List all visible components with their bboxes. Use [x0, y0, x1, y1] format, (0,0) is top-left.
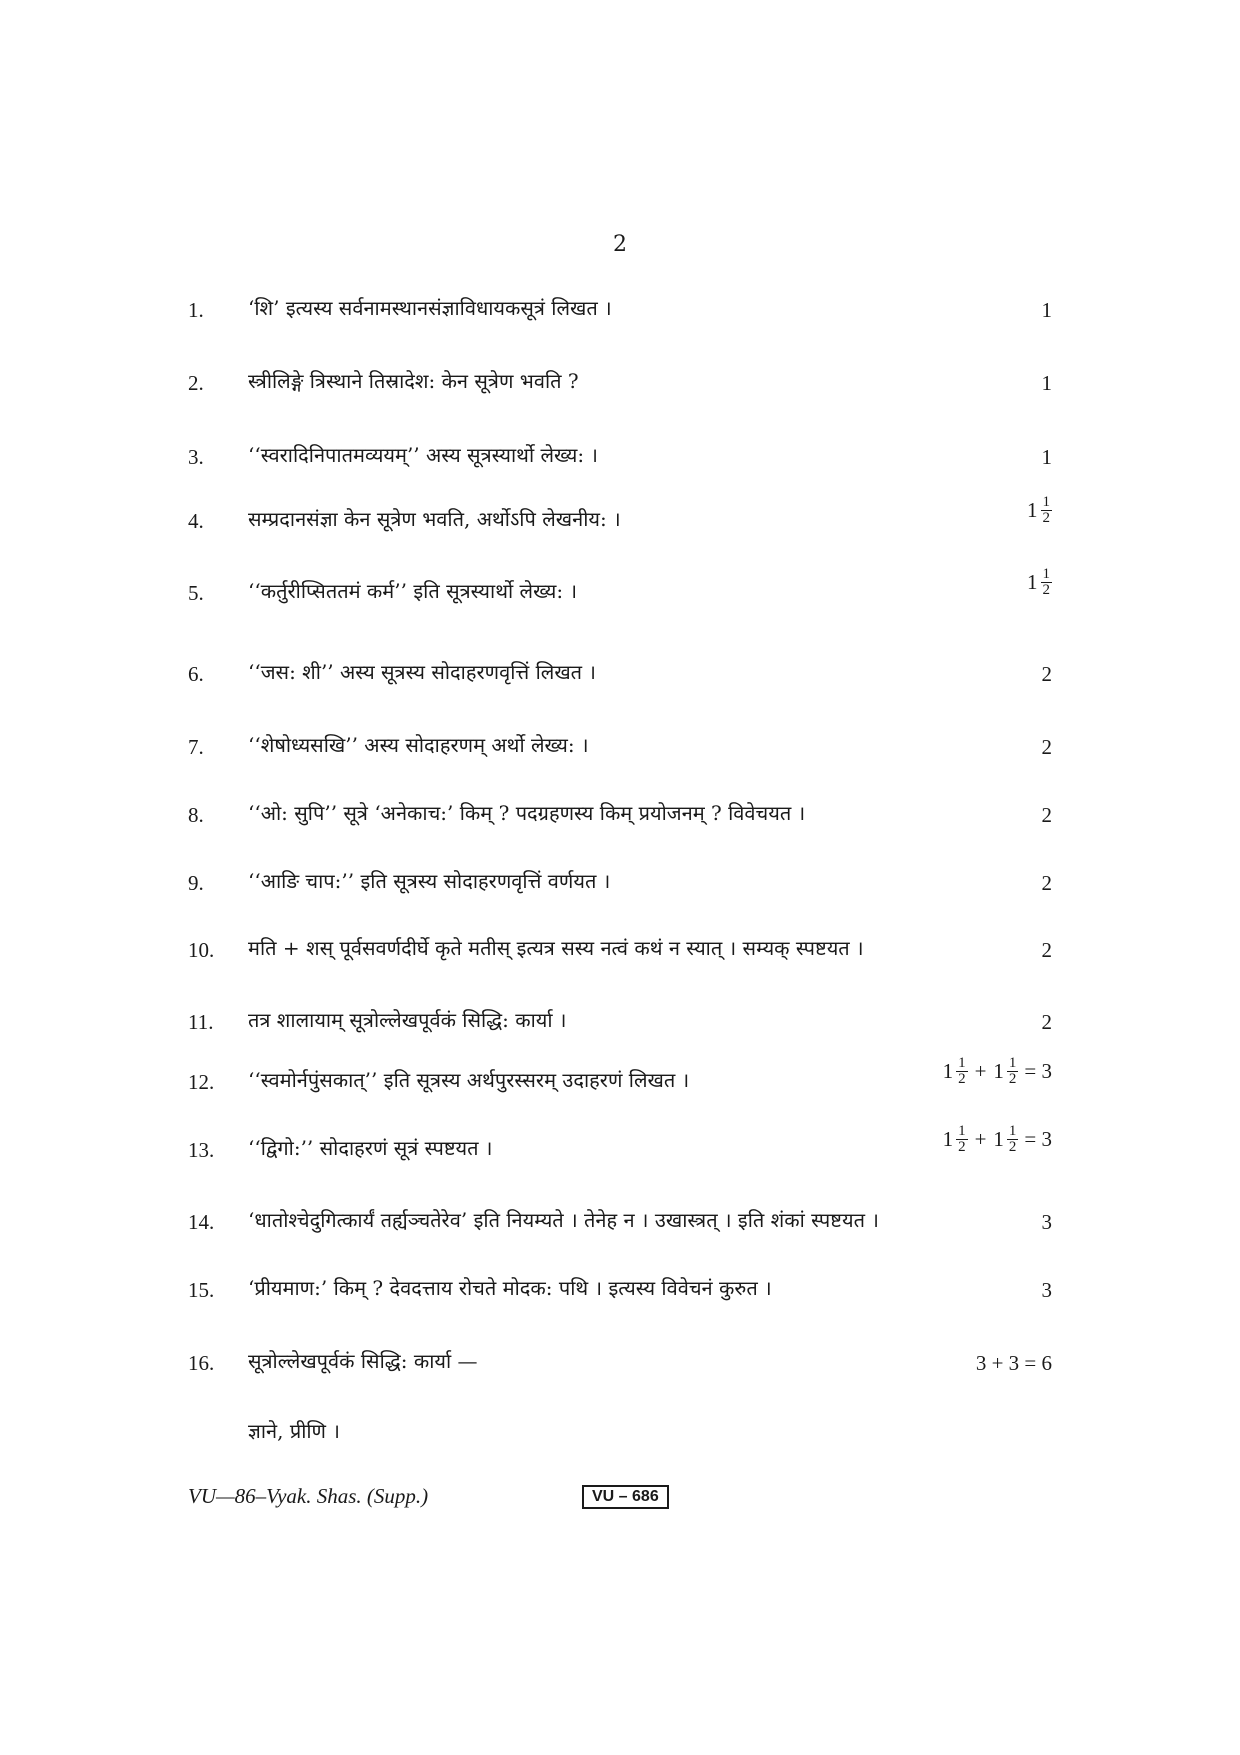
question-text: ‘शि’ इत्यस्य सर्वनामस्थानसंज्ञाविधायकसूत्रं लिखत । — [248, 296, 612, 320]
marks-fraction — [956, 1056, 968, 1087]
question-16-subparts: ज्ञाने, प्रीणि । — [248, 1419, 340, 1443]
question-2 — [188, 363, 1052, 403]
question-marks: 2 — [1041, 871, 1052, 895]
question-number: 3. — [188, 445, 204, 469]
question-16 — [188, 1343, 1052, 1383]
fraction-numerator: 1 — [1008, 1055, 1017, 1071]
marks-whole: 1 — [942, 1127, 954, 1151]
question-text: ‘प्रीयमाण:’ किम् ? देवदत्ताय रोचते मोदक: पथि । इत्यस्य विवेचनं कुरुत । — [248, 1276, 772, 1300]
question-12 — [188, 1055, 1052, 1102]
question-14 — [188, 1202, 1052, 1242]
question-text: सम्प्रदानसंज्ञा केन सूत्रेण भवति, अर्थोऽपि लेखनीय: । — [248, 507, 621, 531]
question-text: ‘‘स्वरादिनिपातमव्ययम्’’ अस्य सूत्रस्यार्थो लेख्य: । — [248, 443, 599, 467]
question-text: ‘‘जस: शी’’ अस्य सूत्रस्य सोदाहरणवृत्तिं लिखत । — [248, 660, 597, 684]
question-number: 6. — [188, 662, 204, 686]
question-3 — [188, 437, 1052, 477]
question-marks: 3 — [1041, 1278, 1052, 1302]
marks-whole: 1 — [993, 1059, 1004, 1083]
marks-fraction — [1007, 1056, 1019, 1087]
question-1 — [188, 290, 1052, 330]
question-number: 5. — [188, 581, 204, 605]
question-number: 15. — [188, 1278, 215, 1302]
question-11 — [188, 1002, 1052, 1042]
fraction-numerator: 1 — [1008, 1123, 1017, 1139]
page-number: 2 — [613, 232, 627, 257]
question-7 — [188, 727, 1052, 767]
question-number: 14. — [188, 1210, 215, 1234]
marks-fraction — [1041, 567, 1053, 598]
question-number: 8. — [188, 803, 204, 827]
marks-whole: 1 — [1027, 570, 1038, 594]
question-8 — [188, 795, 1052, 835]
question-text: ‘‘शेषोध्यसखि’’ अस्य सोदाहरणम् अर्थो लेख्य: । — [248, 733, 589, 757]
footer-boxed-code: VU – 686 — [582, 1485, 669, 1509]
fraction-denominator: 2 — [1042, 582, 1050, 598]
marks-whole: 1 — [942, 1059, 954, 1083]
question-marks: 2 — [1041, 803, 1052, 827]
question-text: ‘‘स्वमोर्नपुंसकात्’’ इति सूत्रस्य अर्थपुरस्सरम् उदाहरणं लिखत । — [248, 1068, 690, 1092]
question-text: ‘‘आङि चाप:’’ इति सूत्रस्य सोदाहरणवृत्तिं वर्णयत । — [248, 869, 611, 893]
footer-paper-code: VU—86–Vyak. Shas. (Supp.) — [188, 1484, 429, 1508]
question-number: 11. — [188, 1010, 214, 1034]
question-text: ‘‘कर्तुरीप्सिततमं कर्म’’ इति सूत्रस्यार्थो लेख्य: । — [248, 579, 578, 603]
question-number: 10. — [188, 938, 215, 962]
question-marks: 3 + 3 = 6 — [975, 1351, 1052, 1375]
marks-whole: 1 — [993, 1127, 1004, 1151]
question-marks: 2 — [1041, 1010, 1052, 1034]
question-number: 16. — [188, 1351, 215, 1375]
question-marks: 2 — [1041, 735, 1052, 759]
question-text: स्त्रीलिङ्गे त्रिस्थाने तिस्रादेश: केन सूत्रेण भवति ? — [248, 369, 579, 393]
question-number: 13. — [188, 1138, 215, 1162]
question-marks: 1 — [1041, 445, 1052, 469]
question-marks: 1 — [1041, 298, 1052, 322]
fraction-numerator: 1 — [958, 1055, 966, 1071]
fraction-denominator: 2 — [1008, 1071, 1017, 1087]
fraction-numerator: 1 — [958, 1123, 966, 1139]
question-text: मति + शस् पूर्वसवर्णदीर्घे कृते मतीस् इत्यत्र सस्य नत्वं कथं न स्यात् । सम्यक् स्पष्टयत । — [248, 936, 864, 960]
question-marks — [943, 1124, 1052, 1155]
question-number: 12. — [188, 1070, 215, 1094]
plus-sign: + — [974, 1059, 987, 1083]
question-number: 9. — [188, 871, 204, 895]
question-number: 4. — [188, 509, 204, 533]
question-text: ‘‘द्विगो:’’ सोदाहरणं सूत्रं स्पष्टयत । — [248, 1136, 493, 1160]
fraction-denominator: 2 — [958, 1071, 966, 1087]
marks-fraction — [1007, 1124, 1019, 1155]
question-marks: 1 — [1041, 371, 1052, 395]
question-15 — [188, 1270, 1052, 1310]
question-marks — [1027, 567, 1052, 598]
question-number: 1. — [188, 298, 204, 322]
marks-fraction — [1041, 495, 1053, 526]
question-text: तत्र शालायाम् सूत्रोल्लेखपूर्वकं सिद्धि: कार्या । — [248, 1008, 567, 1032]
marks-total: = 3 — [1024, 1127, 1052, 1151]
question-6 — [188, 654, 1052, 694]
question-text: ‘‘ओ: सुपि’’ सूत्रे ‘अनेकाच:’ किम् ? पदग्रहणस्य किम् प्रयोजनम् ? विवेचयत । — [248, 801, 806, 825]
question-10 — [188, 930, 1052, 970]
question-marks: 3 — [1041, 1210, 1052, 1234]
question-text: ‘धातोश्चेदुगित्कार्यं तर्ह्यञ्चतेरेव’ इति नियम्यते । तेनेह न । उखास्त्रत् । इति शंकां स्पष्टयत । — [248, 1208, 879, 1232]
question-number: 2. — [188, 371, 204, 395]
question-text: सूत्रोल्लेखपूर्वकं सिद्धि: कार्या — — [248, 1349, 478, 1373]
question-13 — [188, 1123, 1052, 1170]
fraction-numerator: 1 — [1042, 494, 1050, 510]
fraction-denominator: 2 — [1042, 510, 1050, 526]
marks-whole: 1 — [1027, 498, 1038, 522]
marks-total: = 3 — [1024, 1059, 1052, 1083]
question-marks — [1027, 495, 1052, 526]
plus-sign: + — [974, 1127, 987, 1151]
fraction-denominator: 2 — [1008, 1139, 1017, 1155]
fraction-numerator: 1 — [1042, 566, 1050, 582]
fraction-denominator: 2 — [958, 1139, 966, 1155]
question-4 — [188, 494, 1052, 541]
question-5 — [188, 566, 1052, 613]
question-marks: 2 — [1041, 938, 1052, 962]
question-marks — [943, 1056, 1052, 1087]
question-number: 7. — [188, 735, 204, 759]
question-marks: 2 — [1041, 662, 1052, 686]
marks-fraction — [956, 1124, 968, 1155]
question-9 — [188, 863, 1052, 903]
